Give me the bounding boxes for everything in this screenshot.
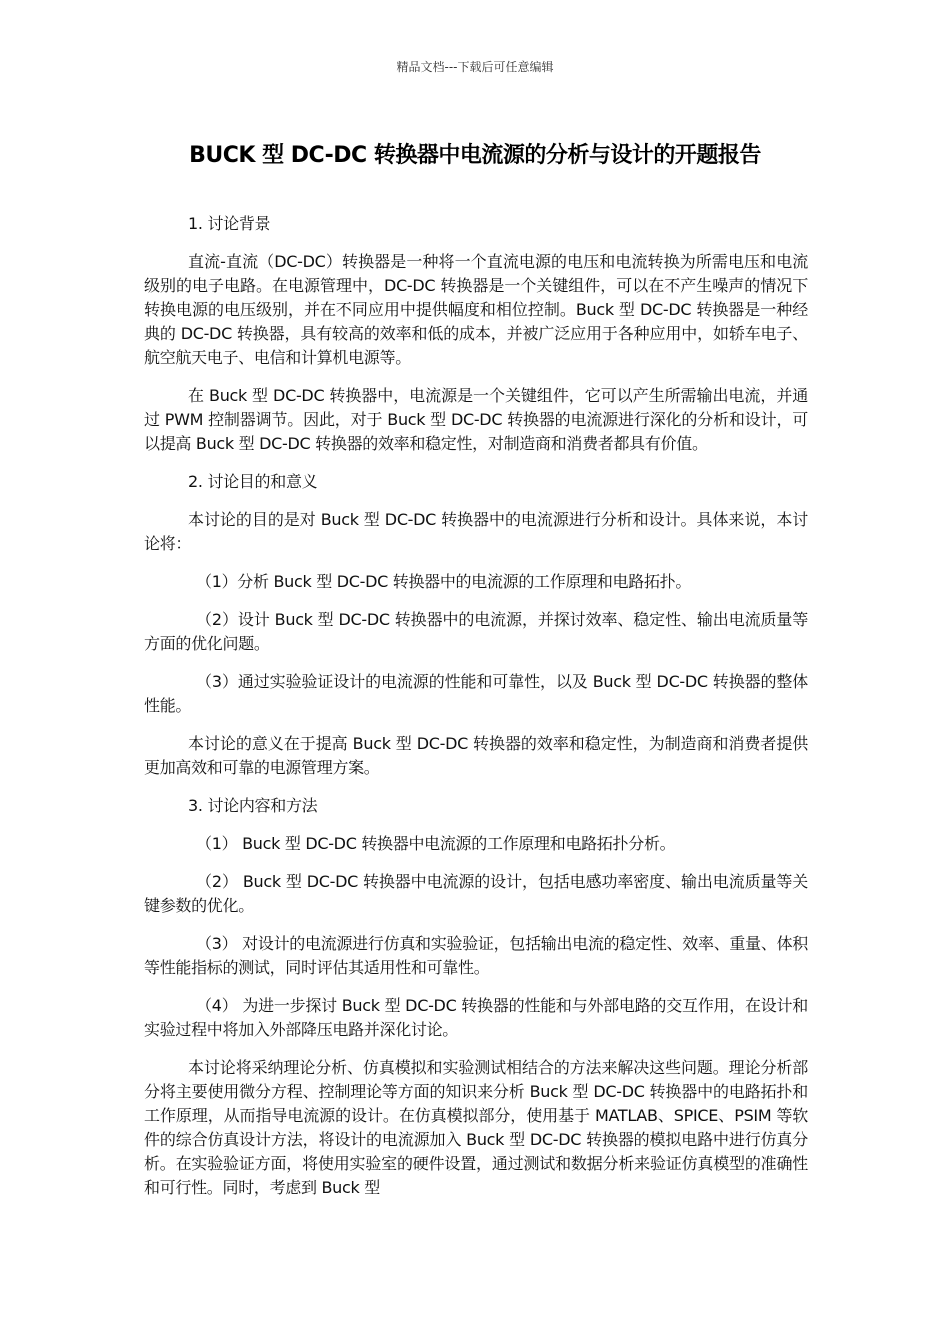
list-item: （1）分析 Buck 型 DC-DC 转换器中的电流源的工作原理和电路拓扑。 [196, 572, 692, 591]
document-body [144, 212, 808, 1214]
list-item: （4） 为进一步探讨 Buck 型 DC-DC 转换器的性能和与外部电路的交互作用，在设计和实验过程中将加入外部降压电路并深化讨论。 [144, 996, 808, 1039]
section-heading: 2. 讨论目的和意义 [188, 472, 318, 491]
list-item: （2）设计 Buck 型 DC-DC 转换器中的电流源，并探讨效率、稳定性、输出电流质量等方面的优化问题。 [144, 610, 808, 653]
document-title: BUCK 型 DC-DC 转换器中电流源的分析与设计的开题报告 [189, 143, 761, 168]
body-paragraph: 本讨论的意义在于提高 Buck 型 DC-DC 转换器的效率和稳定性，为制造商和消费者提供更加高效和可靠的电源管理方案。 [144, 734, 808, 777]
body-paragraph: 在 Buck 型 DC-DC 转换器中，电流源是一个关键组件，它可以产生所需输出电流，并通过 PWM 控制器调节。因此，对于 Buck 型 DC-DC 转换器的电流源进行深化的分析和设计，可以提高 Buck 型 DC-DC 转换器的效率和稳定性，对制造商和消费者都具有价值。 [144, 386, 808, 453]
list-item: （1） Buck 型 DC-DC 转换器中电流源的工作原理和电路拓扑分析。 [196, 834, 676, 853]
list-item: （3）通过实验验证设计的电流源的性能和可靠性，以及 Buck 型 DC-DC 转换器的整体性能。 [144, 672, 808, 715]
section-heading: 1. 讨论背景 [188, 214, 271, 233]
page-header: 精品文档---下载后可任意编辑 [396, 60, 554, 74]
section-heading: 3. 讨论内容和方法 [188, 796, 318, 815]
body-paragraph: 本讨论将采纳理论分析、仿真模拟和实验测试相结合的方法来解决这些问题。理论分析部分将主要使用微分方程、控制理论等方面的知识来分析 Buck 型 DC-DC 转换器中的电路拓扑和工作原理，从而指导电流源的设计。在仿真模拟部分，使用基于 MATLAB、SPICE、PSIM 等软件的综合仿真设计方法，将设计的电流源加入 Buck 型 DC-DC 转换器的模拟电路中进行仿真分析。在实验验证方面，将使用实验室的硬件设置，通过测试和数据分析来验证仿真模型的准确性和可行性。同时，考虑到 Buck 型 [144, 1058, 808, 1197]
list-item: （3） 对设计的电流源进行仿真和实验验证，包括输出电流的稳定性、效率、重量、体积等性能指标的测试，同时评估其适用性和可靠性。 [144, 934, 808, 977]
body-paragraph: 本讨论的目的是对 Buck 型 DC-DC 转换器中的电流源进行分析和设计。具体来说，本讨论将： [144, 510, 808, 553]
body-paragraph: 直流-直流（DC-DC）转换器是一种将一个直流电源的电压和电流转换为所需电压和电流级别的电子电路。在电源管理中，DC-DC 转换器是一个关键组件，可以在不产生噪声的情况下转换电源的电压级别，并在不同应用中提供幅度和相位控制。Buck 型 DC-DC 转换器是一种经典的 DC-DC 转换器，具有较高的效率和低的成本，并被广泛应用于各种应用中，如轿车电子、航空航天电子、电信和计算机电源等。 [144, 252, 808, 367]
list-item: （2） Buck 型 DC-DC 转换器中电流源的设计，包括电感功率密度、输出电流质量等关键参数的优化。 [144, 872, 808, 915]
